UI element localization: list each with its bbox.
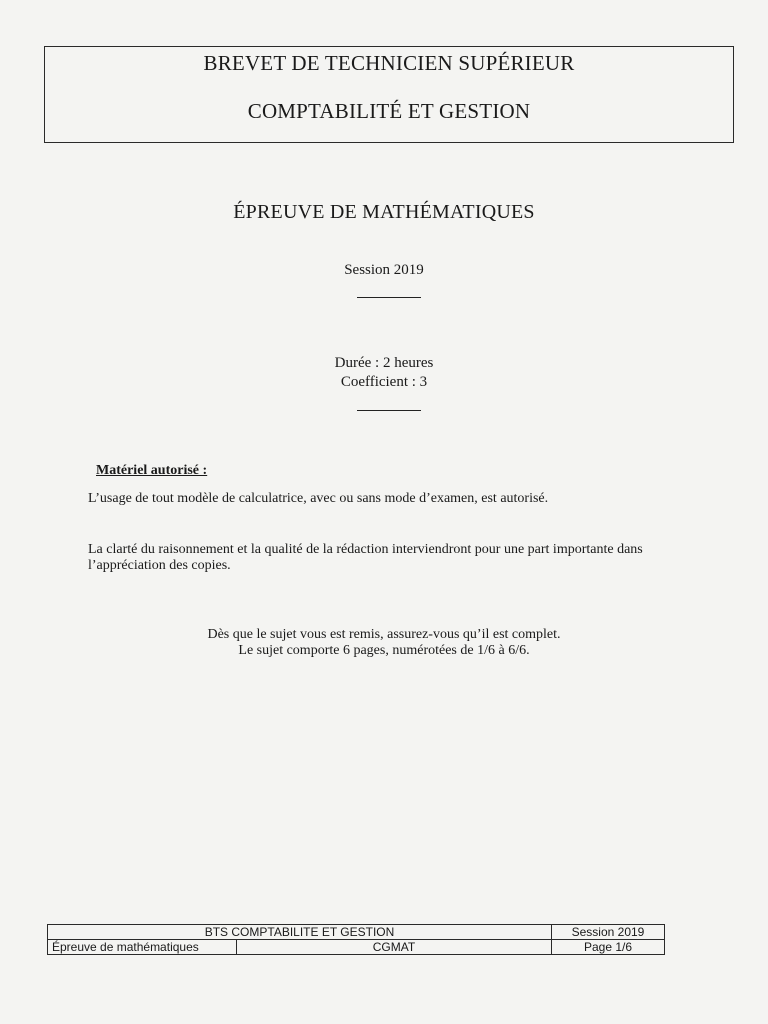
instruction-complet-line: Dès que le sujet vous est remis, assurez-vous qu’il est complet. bbox=[207, 627, 561, 642]
footer-page: Page 1/6 bbox=[552, 940, 665, 955]
header-title: BREVET DE TECHNICIEN SUPÉRIEUR bbox=[203, 51, 575, 75]
footer-table bbox=[47, 924, 665, 955]
footer-row bbox=[48, 940, 665, 955]
exam-title: ÉPREUVE DE MATHÉMATIQUES bbox=[233, 201, 535, 223]
materiel-heading: Matériel autorisé : bbox=[96, 463, 208, 478]
divider-rule bbox=[357, 410, 421, 411]
footer-epreuve: Épreuve de mathématiques bbox=[48, 940, 237, 955]
footer-session: Session 2019 bbox=[552, 925, 665, 940]
instruction-clarte-line: La clarté du raisonnement et la qualité de la rédaction interviendront pour une part importante dans bbox=[88, 542, 643, 557]
coefficient-label: Coefficient : 3 bbox=[340, 374, 428, 390]
instruction-complet-line: Le sujet comporte 6 pages, numérotées de 1/6 à 6/6. bbox=[238, 643, 530, 658]
materiel-text: L’usage de tout modèle de calculatrice, avec ou sans mode d’examen, est autorisé. bbox=[88, 491, 549, 506]
session-label: Session 2019 bbox=[344, 262, 424, 278]
instruction-clarte-line: l’appréciation des copies. bbox=[88, 558, 231, 573]
duration-label: Durée : 2 heures bbox=[334, 355, 434, 371]
footer-title: BTS COMPTABILITE ET GESTION bbox=[48, 925, 552, 940]
footer-code: CGMAT bbox=[237, 940, 552, 955]
divider-rule bbox=[357, 297, 421, 298]
footer-row bbox=[48, 925, 665, 940]
header-box bbox=[44, 46, 734, 143]
header-subtitle: COMPTABILITÉ ET GESTION bbox=[247, 99, 531, 123]
